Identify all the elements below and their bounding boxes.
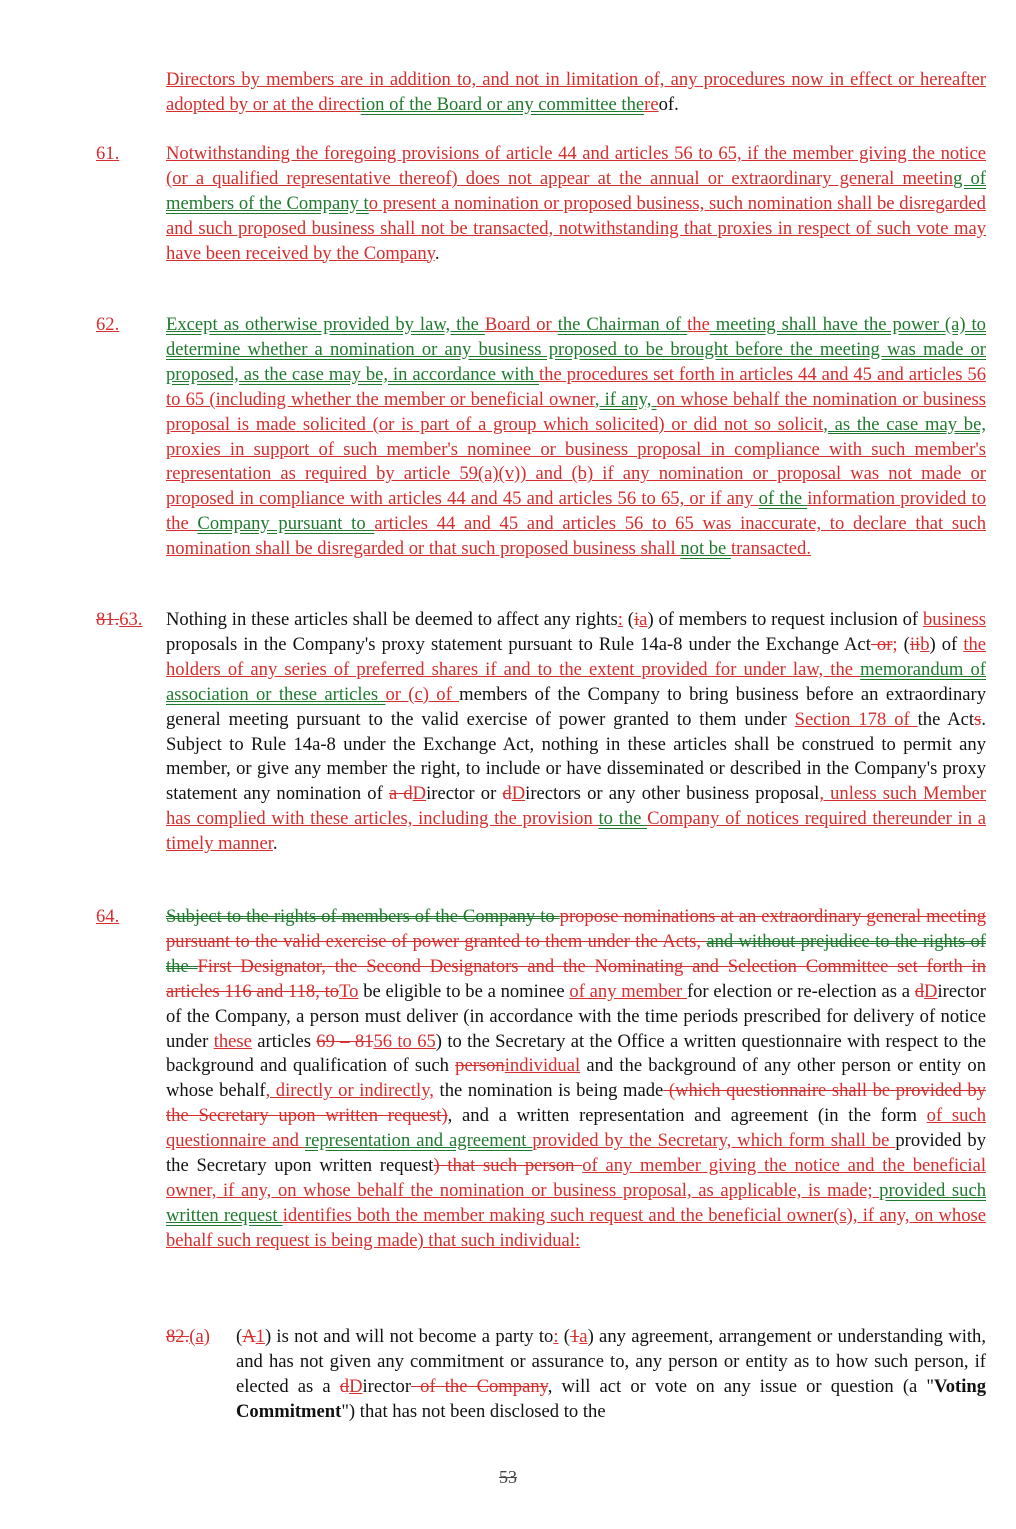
plain-text: irector of the Company, a person must deliver (in accordance with the time periods prescribed for delivery of notice under (166, 980, 987, 1052)
article-number: 62. (96, 314, 120, 335)
insert-text: information provided to the (166, 488, 986, 535)
plain-text: ) any agreement, arrangement or understanding with, and has not given any commitment or assurance to, any person or entity as to how such person, if elected as a (236, 1326, 986, 1397)
deleted-text: 69 – 81 (316, 1030, 374, 1052)
article-number: 64. (96, 906, 120, 927)
plain-text: of. (658, 93, 679, 115)
insert-text: provided by the Secretary, which form shall be (532, 1130, 896, 1152)
moved-text: of the (758, 488, 808, 510)
deleted-text: i (634, 609, 640, 630)
plain-text: ") that has not been disclosed to the (341, 1400, 606, 1422)
page-number: 53 (499, 1467, 517, 1487)
insert-text: Company of notices required thereunder in a timely manner (166, 808, 986, 855)
moved-text: the Chairman of (557, 314, 688, 335)
insert-text: or (c) of (385, 683, 460, 705)
insert-text: or is part of a group which solicited) or did not so solicit (378, 413, 824, 435)
article-64-sub-a (166, 1325, 986, 1425)
paragraph-intro (96, 68, 986, 118)
insert-text: Directors by members are in addition to, and not in limitation of, any procedures now in effect or hereafter adopted by or at the direct (166, 69, 986, 115)
deleted-text: d (502, 783, 512, 805)
inserted-number: (a) (189, 1326, 210, 1347)
deleted-text: or (870, 633, 893, 655)
defined-term: Voting Commitment (236, 1375, 987, 1422)
moved-text: memorandum of association or these articles (166, 658, 986, 705)
deleted-text: First Designator, the Second Designators and the Nominating and Selection Committee set forth in articles 116 and 118, to (166, 955, 986, 1002)
plain-text: be eligible to be a nominee (358, 980, 570, 1002)
moved-text: g of members of the Company t (166, 167, 986, 214)
moved-text: Company pursuant to (197, 513, 375, 535)
deleted-text: a d (388, 783, 413, 805)
plain-text: members of the Company to bring business before an extraordinary general meeting pursuant to the valid exercise of power granted to them under (166, 683, 986, 730)
insert-text: of such questionnaire and (166, 1105, 986, 1152)
insert-text: proxies in support of such member's nominee or business proposal in compliance with such member's representation as required by article 59(a)(v)) and (b) if any nomination or proposal was not made or proposed in compliance with articles 44 and 45 and articles 56 to 65, or if any (166, 438, 986, 510)
insert-text: business (922, 609, 986, 630)
plain-text: ( (622, 609, 634, 630)
deleted-text: s (974, 708, 982, 730)
moved-text: to the (598, 808, 648, 830)
insert-text: 1 (255, 1326, 265, 1347)
plain-text: provided by the Secretary upon written request (166, 1130, 987, 1177)
insert-text: b (920, 633, 930, 655)
insert-text: a (579, 1326, 588, 1347)
article-62 (96, 313, 986, 562)
plain-text: , will act or vote on any issue or question (a " (547, 1375, 934, 1397)
deleted-text: person (455, 1055, 505, 1077)
deleted-text: ii (909, 633, 921, 655)
deleted-text: d (339, 1375, 350, 1397)
insert-text: D (511, 783, 526, 805)
insert-text: articles 44 and 45 and articles 56 to 65 was inaccurate, to declare that such nomination shall be disregarded or that such proposed business shall (166, 513, 986, 560)
plain-text: ) of members to request inclusion of (647, 609, 923, 630)
insert-text: re (644, 93, 659, 115)
insert-text: D (412, 783, 427, 805)
article-61 (96, 142, 986, 267)
insert-text: , directly or indirectly, (265, 1080, 434, 1102)
insert-text: of any member (569, 980, 687, 1002)
plain-text: ( (897, 633, 910, 655)
subparagraph-number (166, 1325, 210, 1350)
insert-text: , unless such Member has complied with these articles, including the provision (166, 783, 986, 830)
moved-text: representation and agreement (304, 1130, 533, 1152)
plain-text: ( (558, 1326, 570, 1347)
plain-text: . (272, 833, 278, 855)
insert-text: Notwithstanding the foregoing provisions of article 44 and articles 56 to 65, if the member giving the notice (or a qualified representative thereof) does not appear at the annual or extraordinary general meetin (166, 143, 986, 189)
article-number: 61. (96, 143, 120, 164)
insert-text: the procedures set forth in articles 44 and 45 and articles 56 to 65 (including whether the member or beneficial owner (166, 363, 986, 410)
plain-text: irector (362, 1375, 412, 1397)
deleted-text: A (242, 1326, 256, 1347)
insert-text: o present a nomination or proposed business, such nominatio (368, 192, 824, 214)
moved-deleted-text: and without prejudice to the rights of the (166, 930, 986, 977)
deleted-text: (which questionnaire shall be provided by the Secretary upon written request) (166, 1080, 986, 1127)
insert-text: To (339, 980, 359, 1002)
insert-text: n shall be disregarded and such proposed business shall not be transacted, notwithstanding that proxies in respect of such vote may have been received by the Company (166, 192, 986, 264)
plain-text: , and a written representation and agreement (in the form (447, 1105, 927, 1127)
article-64 (96, 905, 986, 1254)
insert-text: identifies both the member making such request and the beneficial owner(s), if any, on whose behalf such request is being made) that such individual: (166, 1204, 986, 1251)
article-number (96, 608, 143, 633)
insert-text: of any member giving the notice and the beneficial owner, if any, on whose behalf the nomination or business proposal, as applicable, is made; (166, 1155, 986, 1201)
moved-text: meeting shall have the power (a) to determine whether a nomination or any business proposed to be brought before the meeting was made or proposed, as the case may be, in accordance with (166, 314, 986, 385)
insert-text: the holders of any series of preferred shares if and to the extent provided for under law, the (166, 633, 987, 680)
plain-text: ( (236, 1326, 243, 1347)
inserted-number: 63. (119, 609, 143, 630)
plain-text: and the background of any other person or entity on whose behalf (166, 1055, 986, 1102)
plain-text: ) to the Secretary at the Office a written questionnaire with respect to the background and qualification of such (166, 1030, 987, 1077)
article-63 (96, 608, 986, 857)
deleted-text: propose nominations at an extraordinary general meeting pursuant to the valid exercise of power granted to them under the Acts, (166, 906, 986, 952)
deleted-text: ) that such person (433, 1155, 583, 1177)
insert-text: Board or (484, 314, 558, 335)
moved-text: , if any, (594, 388, 657, 410)
deleted-number: 81. (96, 609, 120, 630)
moved-deleted-text: Subject to the rights of members of the Company to (166, 906, 560, 927)
plain-text: . (434, 242, 440, 264)
insert-text: ; (892, 633, 898, 655)
insert-text: individual (504, 1055, 581, 1077)
plain-text: Nothing in these articles shall be deemed to affect any rights (166, 609, 618, 630)
insert-text: the (687, 314, 710, 335)
plain-text: the Act (917, 708, 975, 730)
plain-text: irector or (426, 783, 503, 805)
insert-text: a (639, 609, 648, 630)
plain-text: . Subject to Rule 14a-8 under the Exchange Act, nothing in these articles shall be construed to permit any member, or give any member the right, to include or have disseminated or described in the Company's proxy statement any nomination of (166, 708, 986, 805)
insert-text: transacted. (730, 538, 811, 560)
moved-text: ion of the Board or any committee the (360, 93, 645, 115)
plain-text: articles (251, 1030, 317, 1052)
moved-text: Except as otherwise provided by law, the (166, 314, 485, 335)
insert-text: D (924, 980, 938, 1002)
insert-text: Section 178 of (794, 708, 918, 730)
plain-text: irectors or any other business proposal (525, 783, 820, 805)
deleted-text: of the Company (411, 1375, 548, 1397)
plain-text: the nomination is being made (433, 1080, 664, 1102)
plain-text: proposals in the Company's proxy statement pursuant to Rule 14a-8 under the Exchange Act (166, 633, 871, 655)
insert-text: on whose behalf the nomination or business proposal is made solicited ( (166, 388, 986, 435)
deleted-text: 1 (570, 1326, 580, 1347)
moved-text: provided such written request (166, 1179, 986, 1226)
plain-text: ) of (929, 633, 964, 655)
insert-text: : (553, 1326, 559, 1347)
deleted-number: 82. (166, 1326, 190, 1347)
insert-text: : (617, 609, 623, 630)
insert-text: 56 to 65 (373, 1030, 436, 1052)
insert-text: D (349, 1375, 363, 1397)
insert-text: these (213, 1030, 252, 1052)
deleted-text: d (914, 980, 925, 1002)
plain-text: ) is not and will not become a party to (264, 1326, 554, 1347)
moved-text: not be (680, 538, 731, 560)
moved-text: , as the case may be, (823, 413, 986, 435)
plain-text: for election or re-election as a (686, 980, 915, 1002)
